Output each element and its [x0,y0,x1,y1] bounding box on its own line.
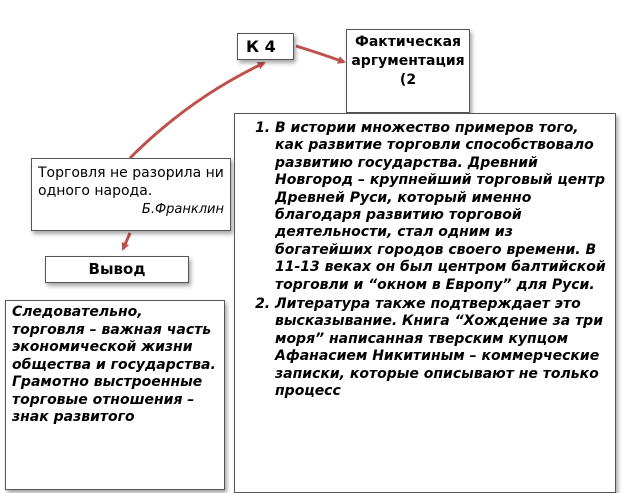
fact-argument-text: Фактическая аргументация (2 [351,34,465,88]
conclusion-header-label: Вывод [88,260,146,278]
conclusion-header-box [45,256,189,283]
quote-author: Б.Франклин [141,202,224,217]
arrow-quote-to-vyvod [123,233,130,249]
arguments-box [234,113,616,493]
fact-argument-box [346,29,470,113]
arrow-k4-to-fact [296,46,344,62]
quote-box [31,158,231,231]
k4-box [237,33,294,60]
conclusion-box [5,300,225,490]
conclusion-text: Следовательно, торговля – важная часть экономической жизни общества и государства. Грамотно выстроенные торговые отношения – знак развитого [12,304,216,425]
argument-item: 1. В истории множество примеров того, как развитие торговли способствовало развитию государства. Древний Новгород – крупнейший торговый центр Древней Руси, который именно благодаря развитию торговой деятельности, стал одним из богатейших городов своего времени. В 11-13 веках он был центром балтийской торговли и “окном в Европу” для Руси. [275,120,609,294]
arguments-list [241,120,609,401]
quote-text: Торговля не разорила ни одного народа. [38,165,224,199]
k4-label: К 4 [246,37,276,56]
argument-item: 2. Литература также подтверждает это высказывание. Книга “Хождение за три моря” написанная тверским купцом Афанасием Никитиным – коммерческие записки, которые описывают не только процесс [275,296,609,400]
